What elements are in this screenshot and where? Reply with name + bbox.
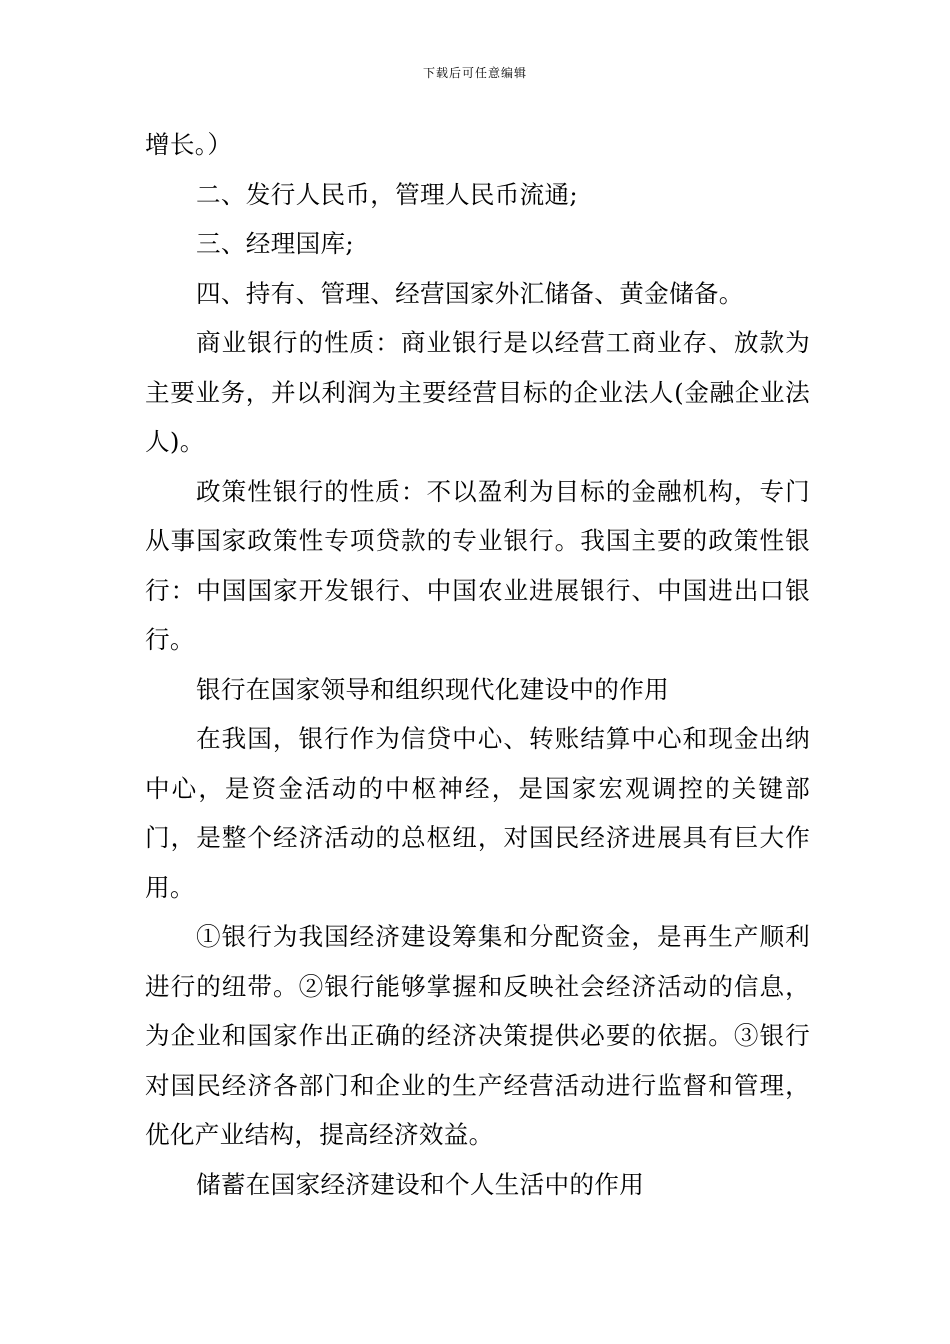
page-header-note: 下载后可任意编辑 bbox=[422, 66, 527, 80]
paragraph-commercial-bank: 商业银行的性质：商业银行是以经营工商业存、放款为主要业务，并以利润为主要经营目标的企业法人(金融企业法人)。 bbox=[145, 328, 810, 456]
section-heading-bank-role: 银行在国家领导和组织现代化建设中的作用 bbox=[196, 674, 669, 704]
paragraph-reserves: 四、持有、管理、经营国家外汇储备、黄金储备。 bbox=[196, 278, 744, 308]
document-body bbox=[145, 120, 810, 1209]
paragraph-bank-role: 在我国，银行作为信贷中心、转账结算中心和现金出纳中心，是资金活动的中枢神经，是国家宏观调控的关键部门，是整个经济活动的总枢纽，对国民经济进展具有巨大作用。 bbox=[145, 724, 810, 902]
paragraph-bank-functions: ①银行为我国经济建设筹集和分配资金，是再生产顺利进行的纽带。②银行能够掌握和反映社会经济活动的信息，为企业和国家作出正确的经济决策提供必要的依据。③银行对国民经济各部门和企业的生产经营活动进行监督和管理，优化产业结构，提高经济效益。 bbox=[145, 922, 810, 1149]
paragraph-issue-currency: 二、发行人民币，管理人民币流通; bbox=[196, 179, 578, 209]
paragraph-manage-treasury: 三、经理国库; bbox=[196, 229, 354, 258]
paragraph-continuation: 增长。） bbox=[145, 130, 233, 159]
paragraph-policy-bank: 政策性银行的性质：不以盈利为目标的金融机构，专门从事国家政策性专项贷款的专业银行。我国主要的政策性银行：中国国家开发银行、中国农业进展银行、中国进出口银行。 bbox=[145, 476, 810, 654]
section-heading-savings-role: 储蓄在国家经济建设和个人生活中的作用 bbox=[196, 1169, 645, 1199]
